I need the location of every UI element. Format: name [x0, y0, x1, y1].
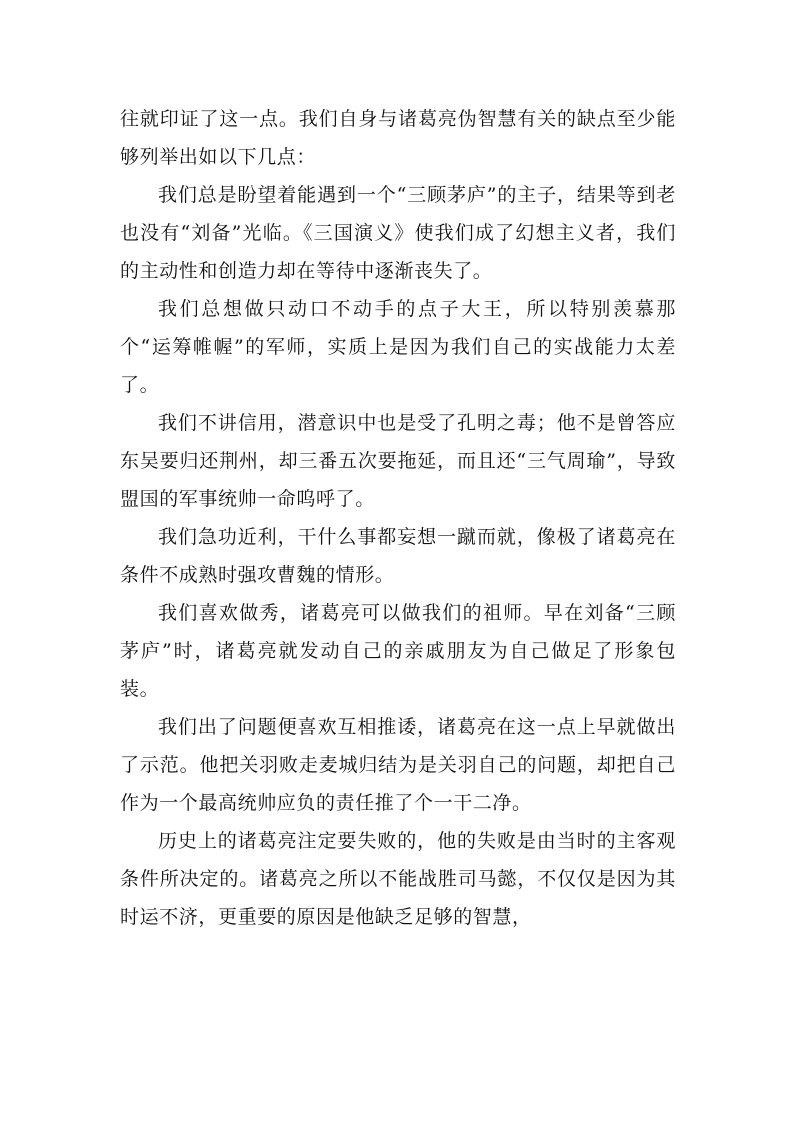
document-body: [120, 100, 676, 936]
paragraph-2: 我们总是盼望着能遇到一个“三顾茅庐”的主子，结果等到老也没有“刘备”光临。《三国演义》使我们成了幻想主义者，我们的主动性和创造力却在等待中逐渐丧失了。: [120, 184, 676, 282]
paragraph-4: 我们不讲信用，潜意识中也是受了孔明之毒；他不是曾答应东吴要归还荆州，却三番五次要拖延，而且还“三气周瑜”，导致盟国的军事统帅一命呜呼了。: [120, 412, 676, 510]
paragraph-1: 往就印证了这一点。我们自身与诸葛亮伪智慧有关的缺点至少能够列举出如以下几点：: [120, 108, 676, 168]
paragraph-5: 我们急功近利，干什么事都妄想一蹴而就，像极了诸葛亮在条件不成熟时强攻曹魏的情形。: [120, 526, 676, 586]
paragraph-6: 我们喜欢做秀，诸葛亮可以做我们的祖师。早在刘备“三顾茅庐”时，诸葛亮就发动自己的亲戚朋友为自己做足了形象包装。: [120, 602, 676, 700]
paragraph-7: 我们出了问题便喜欢互相推诿，诸葛亮在这一点上早就做出了示范。他把关羽败走麦城归结为是关羽自己的问题，却把自己作为一个最高统帅应负的责任推了个一干二净。: [120, 716, 676, 814]
paragraph-3: 我们总想做只动口不动手的点子大王，所以特别羡慕那个“运筹帷幄”的军师，实质上是因为我们自己的实战能力太差了。: [120, 298, 676, 396]
paragraph-8: 历史上的诸葛亮注定要失败的，他的失败是由当时的主客观条件所决定的。诸葛亮之所以不能战胜司马懿，不仅仅是因为其时运不济，更重要的原因是他缺乏足够的智慧，: [120, 830, 676, 928]
